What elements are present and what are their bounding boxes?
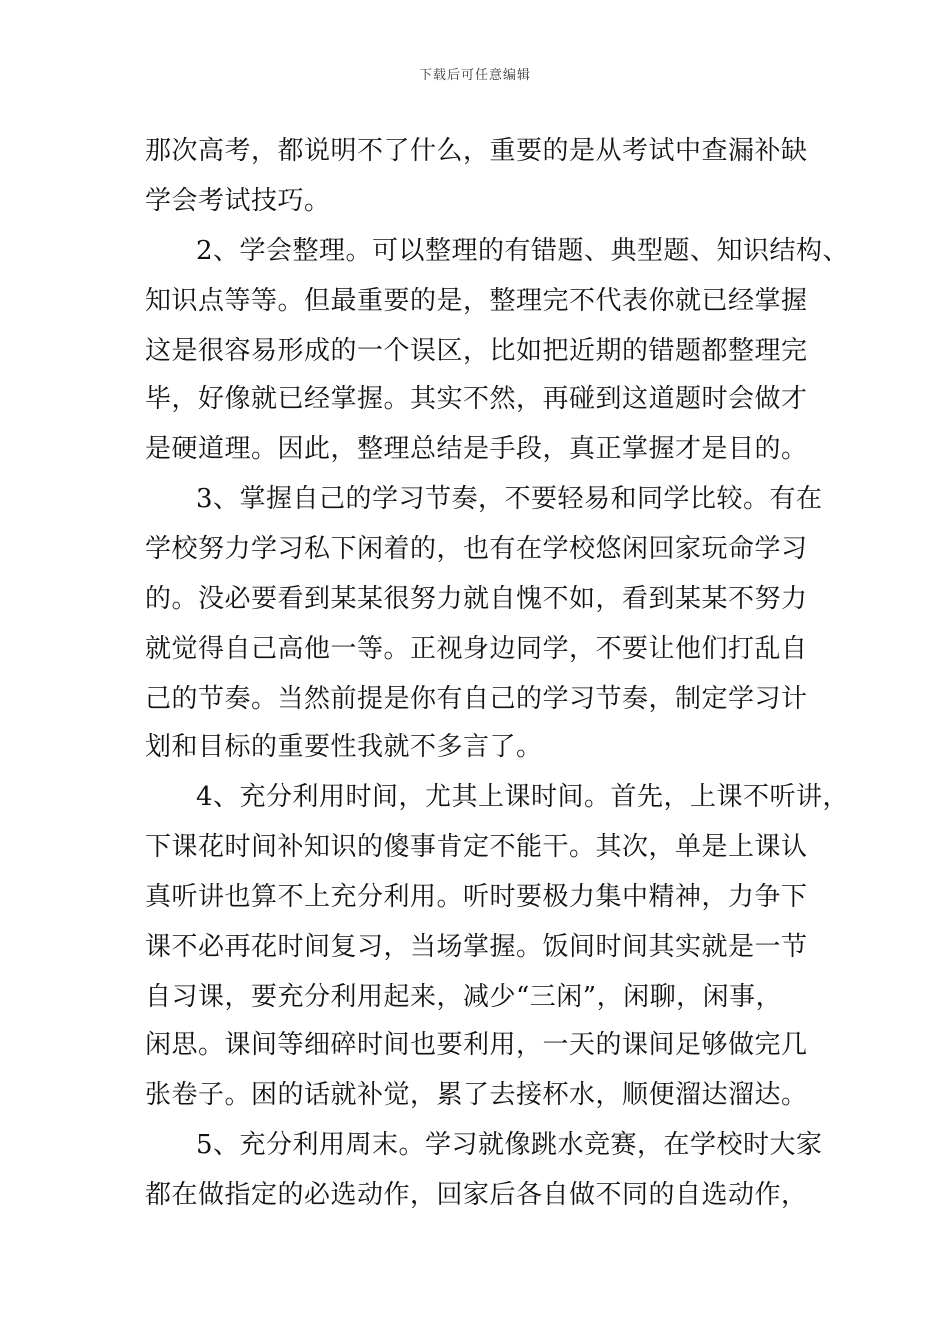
text-line: 都在做指定的必选动作，回家后各自做不同的自选动作， bbox=[145, 1180, 808, 1210]
text-line: 课不必再花时间复习，当场掌握。饭间时间其实就是一节 bbox=[145, 932, 808, 962]
text-line: 自习课，要充分利用起来，减少“三闲”，闲聊，闲事， bbox=[145, 982, 783, 1012]
text-line: 下课花时间补知识的傻事肯定不能干。其次，单是上课认 bbox=[145, 832, 808, 862]
text-line: 就觉得自己高他一等。正视身边同学，不要让他们打乱自 bbox=[145, 634, 808, 664]
text-line: 己的节奏。当然前提是你有自己的学习节奏，制定学习计 bbox=[145, 684, 808, 714]
paragraph-start-line: 2、学会整理。可以整理的有错题、典型题、知识结构、 bbox=[196, 236, 850, 266]
text-line: 毕，好像就已经掌握。其实不然，再碰到这道题时会做才 bbox=[145, 384, 808, 414]
text-line: 知识点等等。但最重要的是，整理完不代表你就已经掌握 bbox=[145, 286, 808, 316]
text-line: 的。没必要看到某某很努力就自愧不如，看到某某不努力 bbox=[145, 584, 808, 614]
text-line: 是硬道理。因此，整理总结是手段，真正掌握才是目的。 bbox=[145, 434, 808, 464]
text-line: 划和目标的重要性我就不多言了。 bbox=[145, 732, 543, 762]
text-line: 张卷子。困的话就补觉，累了去接杯水，顺便溜达溜达。 bbox=[145, 1080, 808, 1110]
header-watermark: 下载后可任意编辑 bbox=[418, 68, 531, 83]
text-line: 学会考试技巧。 bbox=[145, 186, 331, 216]
paragraph-start-line: 5、充分利用周末。学习就像跳水竞赛，在学校时大家 bbox=[196, 1130, 823, 1160]
text-line: 那次高考，都说明不了什么，重要的是从考试中查漏补缺 bbox=[145, 136, 808, 166]
paragraph-start-line: 4、充分利用时间，尤其上课时间。首先，上课不听讲， bbox=[196, 782, 850, 812]
text-line: 这是很容易形成的一个误区，比如把近期的错题都整理完 bbox=[145, 336, 808, 366]
paragraph-start-line: 3、掌握自己的学习节奏，不要轻易和同学比较。有在 bbox=[196, 484, 823, 514]
text-line: 学校努力学习私下闲着的，也有在学校悠闲回家玩命学习 bbox=[145, 534, 808, 564]
text-line: 闲思。课间等细碎时间也要利用，一天的课间足够做完几 bbox=[145, 1030, 808, 1060]
text-line: 真听讲也算不上充分利用。听时要极力集中精神，力争下 bbox=[145, 882, 808, 912]
